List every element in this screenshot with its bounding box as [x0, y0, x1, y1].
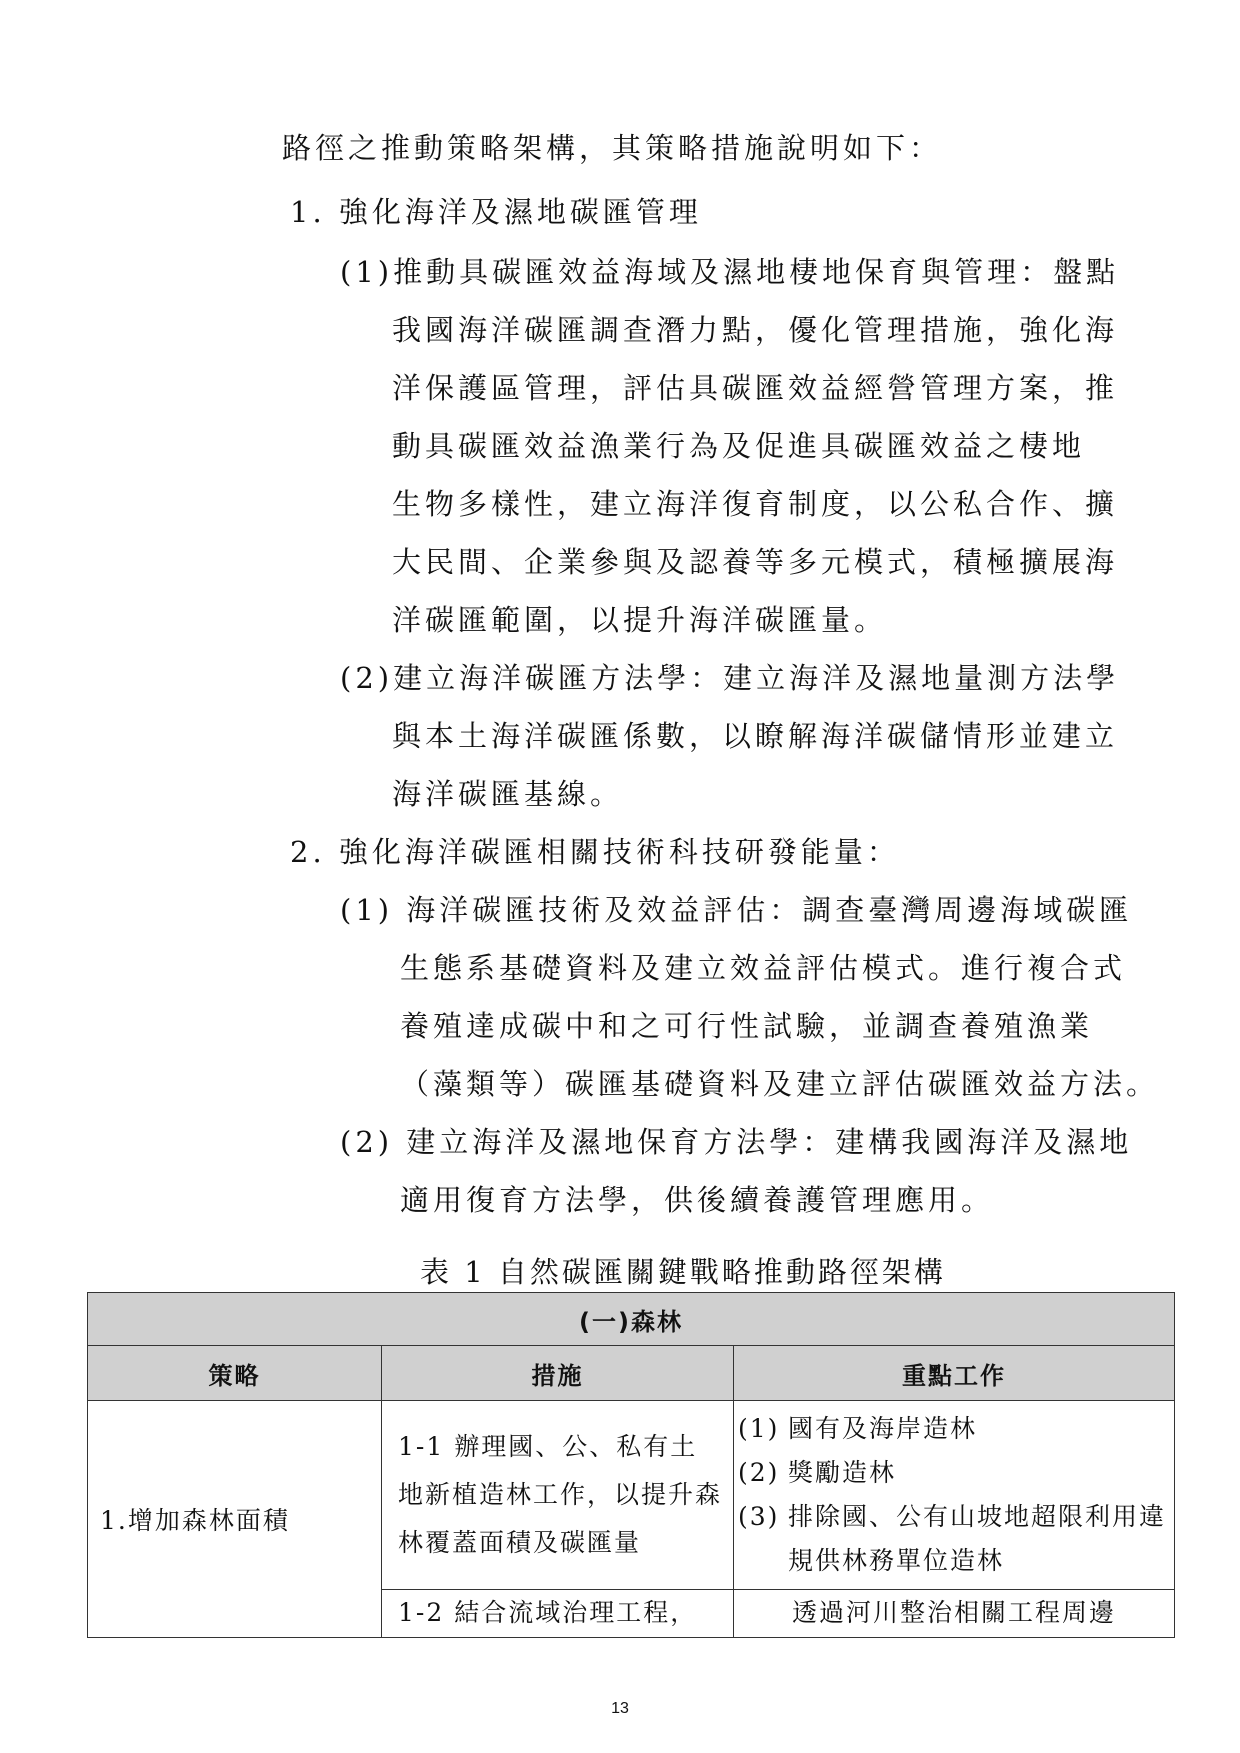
item-1-1-line-7: 洋碳匯範圍，以提升海洋碳匯量。 — [392, 603, 888, 637]
task-text: 排除國、公有山坡地超限利用違規供林務單位造林 — [788, 1502, 1167, 1575]
key-tasks-cell — [734, 1401, 1175, 1590]
item-2-1-line-3: 養殖達成碳中和之可行性試驗，並調查養殖漁業 — [400, 1009, 1094, 1043]
item-1-1-line-4: 動具碳匯效益漁業行為及促進具碳匯效益之棲地 — [392, 429, 1086, 463]
body-line-1: 路徑之推動策略架構，其策略措施說明如下： — [282, 131, 943, 165]
table-header-row — [88, 1346, 1175, 1401]
item-2-1-line-4: （藻類等）碳匯基礎資料及建立評估碳匯效益方法。 — [400, 1067, 1160, 1101]
task-text: 獎勵造林 — [788, 1458, 897, 1487]
item-1-2-line-2: 與本土海洋碳匯係數，以瞭解海洋碳儲情形並建立 — [392, 719, 1119, 753]
item-2-2-line-2: 適用復育方法學，供後續養護管理應用。 — [400, 1183, 995, 1217]
table-section-title: (一)森林 — [88, 1293, 1175, 1346]
section-heading-1: 1. 強化海洋及濕地碳匯管理 — [290, 195, 702, 229]
strategy-table — [87, 1292, 1175, 1638]
item-1-1-line-6: 大民間、企業參與及認養等多元模式，積極擴展海 — [392, 545, 1119, 579]
measure-cell: 1-1 辦理國、公、私有土地新植造林工作，以提升森林覆蓋面積及碳匯量 — [382, 1401, 734, 1590]
page-number: 13 — [611, 1700, 629, 1717]
item-1-2-line-1: (2)建立海洋碳匯方法學：建立海洋及濕地量測方法學 — [340, 661, 1120, 695]
column-header-strategy: 策略 — [88, 1346, 382, 1401]
task-number: (3) — [738, 1502, 780, 1531]
task-number: (1) — [738, 1414, 780, 1443]
item-2-1-line-2: 生態系基礎資料及建立效益評估模式。進行複合式 — [400, 951, 1127, 985]
item-1-1-line-3: 洋保護區管理，評估具碳匯效益經營管理方案，推 — [392, 371, 1119, 405]
task-text: 國有及海岸造林 — [788, 1414, 978, 1443]
item-2-2-line-1: (2) 建立海洋及濕地保育方法學：建構我國海洋及濕地 — [340, 1125, 1133, 1159]
section-heading-2: 2. 強化海洋碳匯相關技術科技研發能量： — [290, 835, 900, 869]
strategy-cell: 1.增加森林面積 — [88, 1401, 382, 1638]
key-tasks-cell: 透過河川整治相關工程周邊 — [734, 1590, 1175, 1638]
item-1-1-line-2: 我國海洋碳匯調查潛力點，優化管理措施，強化海 — [392, 313, 1119, 347]
task-number: (2) — [738, 1458, 780, 1487]
item-2-1-line-1: (1) 海洋碳匯技術及效益評估：調查臺灣周邊海域碳匯 — [340, 893, 1133, 927]
list-item — [738, 1495, 1166, 1583]
item-1-1-line-5: 生物多樣性，建立海洋復育制度，以公私合作、擴 — [392, 487, 1119, 521]
column-header-key-tasks: 重點工作 — [734, 1346, 1175, 1401]
measure-cell: 1-2 結合流域治理工程， — [382, 1590, 734, 1638]
table-section-row — [88, 1293, 1175, 1346]
list-item — [738, 1451, 1166, 1495]
column-header-measure: 措施 — [382, 1346, 734, 1401]
item-1-2-line-3: 海洋碳匯基線。 — [392, 777, 624, 811]
table-row — [88, 1401, 1175, 1590]
table-caption: 表 1 自然碳匯關鍵戰略推動路徑架構 — [420, 1255, 946, 1289]
list-item — [738, 1407, 1166, 1451]
item-1-1-line-1: (1)推動具碳匯效益海域及濕地棲地保育與管理：盤點 — [340, 255, 1120, 289]
